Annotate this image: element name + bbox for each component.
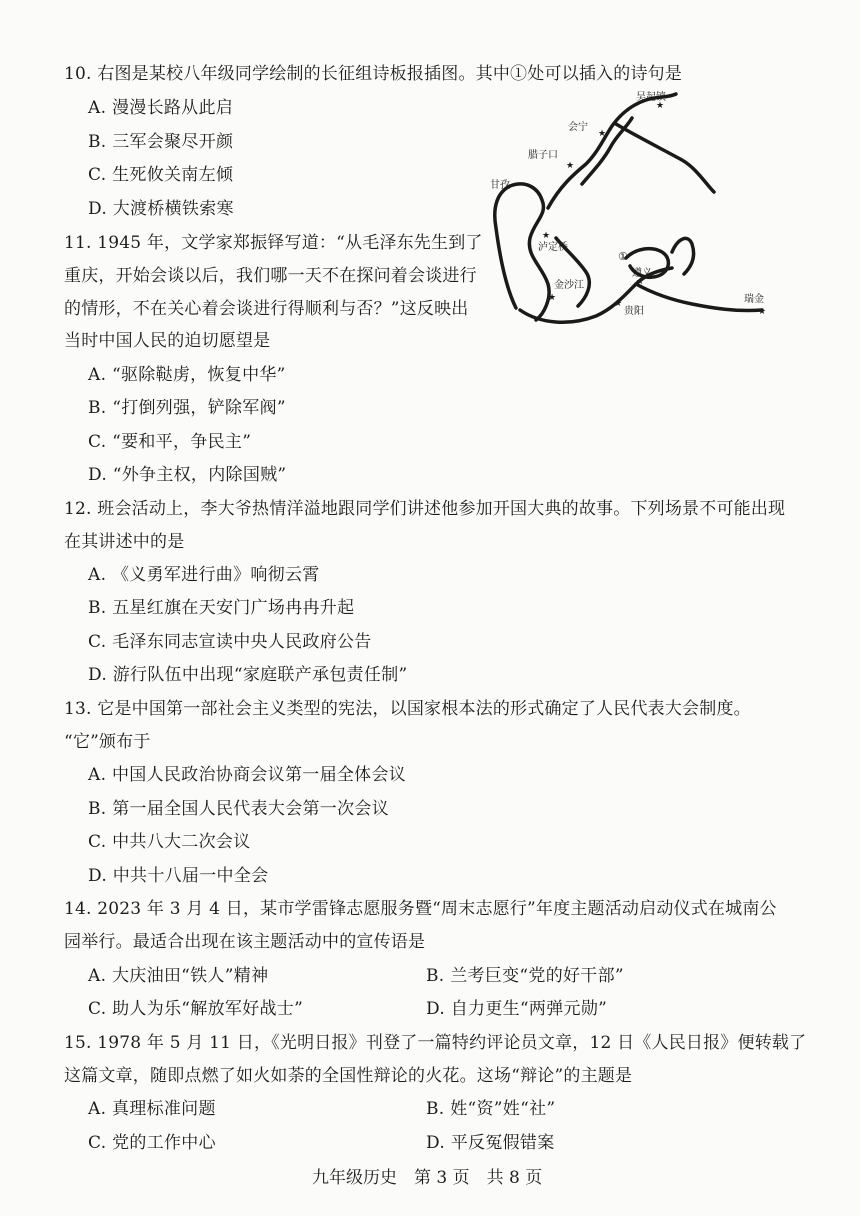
option-b: B. 第一届全国人民代表大会第一次会议 bbox=[88, 799, 389, 819]
question-stem: 园举行。最适合出现在该主题活动中的宣传语是 bbox=[64, 932, 426, 952]
question-stem: 当时中国人民的迫切愿望是 bbox=[64, 331, 271, 351]
question-stem: 13. 它是中国第一部社会主义类型的宪法，以国家根本法的形式确定了人民代表大会制度。 bbox=[64, 699, 751, 719]
question-stem: 10. 右图是某校八年级同学绘制的长征组诗板报插图。其中①处可以插入的诗句是 bbox=[64, 64, 683, 84]
star-icon: ★ bbox=[636, 277, 645, 287]
question-stem: 15. 1978 年 5 月 11 日，《光明日报》刊登了一篇特约评论员文章，12 日《人民日报》便转载了 bbox=[64, 1033, 807, 1053]
option-b: B. 兰考巨变“党的好干部” bbox=[426, 966, 624, 986]
map-label: 遵义 bbox=[632, 268, 652, 279]
map-label: 甘孜 bbox=[490, 180, 510, 191]
long-march-map bbox=[486, 88, 786, 346]
star-icon: ★ bbox=[542, 231, 551, 241]
option-a: A. 真理标准问题 bbox=[88, 1099, 216, 1119]
option-b: B. 姓“资”姓“社” bbox=[426, 1099, 556, 1119]
option-d: D. 自力更生“两弹元勋” bbox=[426, 999, 608, 1019]
option-c: C. 毛泽东同志宣读中央人民政府公告 bbox=[88, 632, 372, 652]
map-label: 贵阳 bbox=[624, 306, 644, 317]
option-a: A. 大庆油田“铁人”精神 bbox=[88, 966, 269, 986]
route-east-loop bbox=[672, 238, 694, 274]
option-d: D. 中共十八届一中全会 bbox=[88, 866, 269, 886]
page-footer: 九年级历史 第 3 页 共 8 页 bbox=[312, 1168, 543, 1188]
star-icon: ★ bbox=[566, 161, 575, 171]
star-icon: ★ bbox=[656, 101, 665, 111]
option-d: D. 平反冤假错案 bbox=[426, 1133, 555, 1153]
option-b: B. 五星红旗在天安门广场冉冉升起 bbox=[88, 598, 355, 618]
question-stem: 在其讲述中的是 bbox=[64, 532, 185, 552]
star-icon: ★ bbox=[548, 293, 557, 303]
star-icon: ★ bbox=[614, 299, 623, 309]
option-a: A. 《义勇军进行曲》响彻云霄 bbox=[88, 565, 320, 585]
option-a: A. 漫漫长路从此启 bbox=[88, 98, 234, 118]
route-north bbox=[548, 94, 676, 208]
option-c: C. 助人为乐“解放军好战士” bbox=[88, 999, 304, 1019]
option-d: D. “外争主权，内除国贼” bbox=[88, 465, 287, 485]
option-a: A. 中国人民政治协商会议第一届全体会议 bbox=[88, 765, 407, 785]
map-label: 瑞金 bbox=[744, 294, 764, 305]
question-stem: 这篇文章，随即点燃了如火如荼的全国性辩论的火花。这场“辩论”的主题是 bbox=[64, 1066, 633, 1086]
question-stem: 重庆，开始会谈以后，我们哪一天不在探问着会谈进行 bbox=[64, 266, 477, 286]
star-icon: ★ bbox=[598, 129, 607, 139]
map-label: ① bbox=[618, 250, 628, 263]
star-icon: ★ bbox=[758, 307, 767, 317]
map-label: 会宁 bbox=[568, 122, 588, 133]
option-a: A. “驱除鞑虏，恢复中华” bbox=[88, 365, 286, 385]
question-stem: 14. 2023 年 3 月 4 日，某市学雷锋志愿服务暨“周末志愿行”年度主题活动启动仪式在城南公 bbox=[64, 899, 777, 919]
option-b: B. “打倒列强，铲除军阀” bbox=[88, 398, 286, 418]
option-b: B. 三军会聚尽开颜 bbox=[88, 132, 234, 152]
question-stem: 11. 1945 年，文学家郑振铎写道：“从毛泽东先生到了 bbox=[64, 233, 483, 253]
map-label: 腊子口 bbox=[528, 150, 558, 161]
map-label: 吴起镇 bbox=[636, 92, 666, 103]
option-c: C. 中共八大二次会议 bbox=[88, 832, 251, 852]
route-northeast bbox=[616, 124, 714, 192]
option-d: D. 游行队伍中出现“家庭联产承包责任制” bbox=[88, 665, 408, 685]
question-stem: 的情形，不在关心着会谈进行得顺利与否？”这反映出 bbox=[64, 299, 469, 319]
question-stem: “它”颁布于 bbox=[64, 732, 151, 752]
option-c: C. 党的工作中心 bbox=[88, 1133, 216, 1153]
map-label: 泸定桥 bbox=[538, 242, 568, 253]
question-stem: 12. 班会活动上，李大爷热情洋溢地跟同学们讲述他参加开国大典的故事。下列场景不可能出现 bbox=[64, 499, 786, 519]
option-c: C. “要和平，争民主” bbox=[88, 432, 252, 452]
map-label: 金沙江 bbox=[554, 280, 584, 291]
option-c: C. 生死攸关南左倾 bbox=[88, 165, 234, 185]
option-d: D. 大渡桥横铁索寒 bbox=[88, 199, 234, 219]
